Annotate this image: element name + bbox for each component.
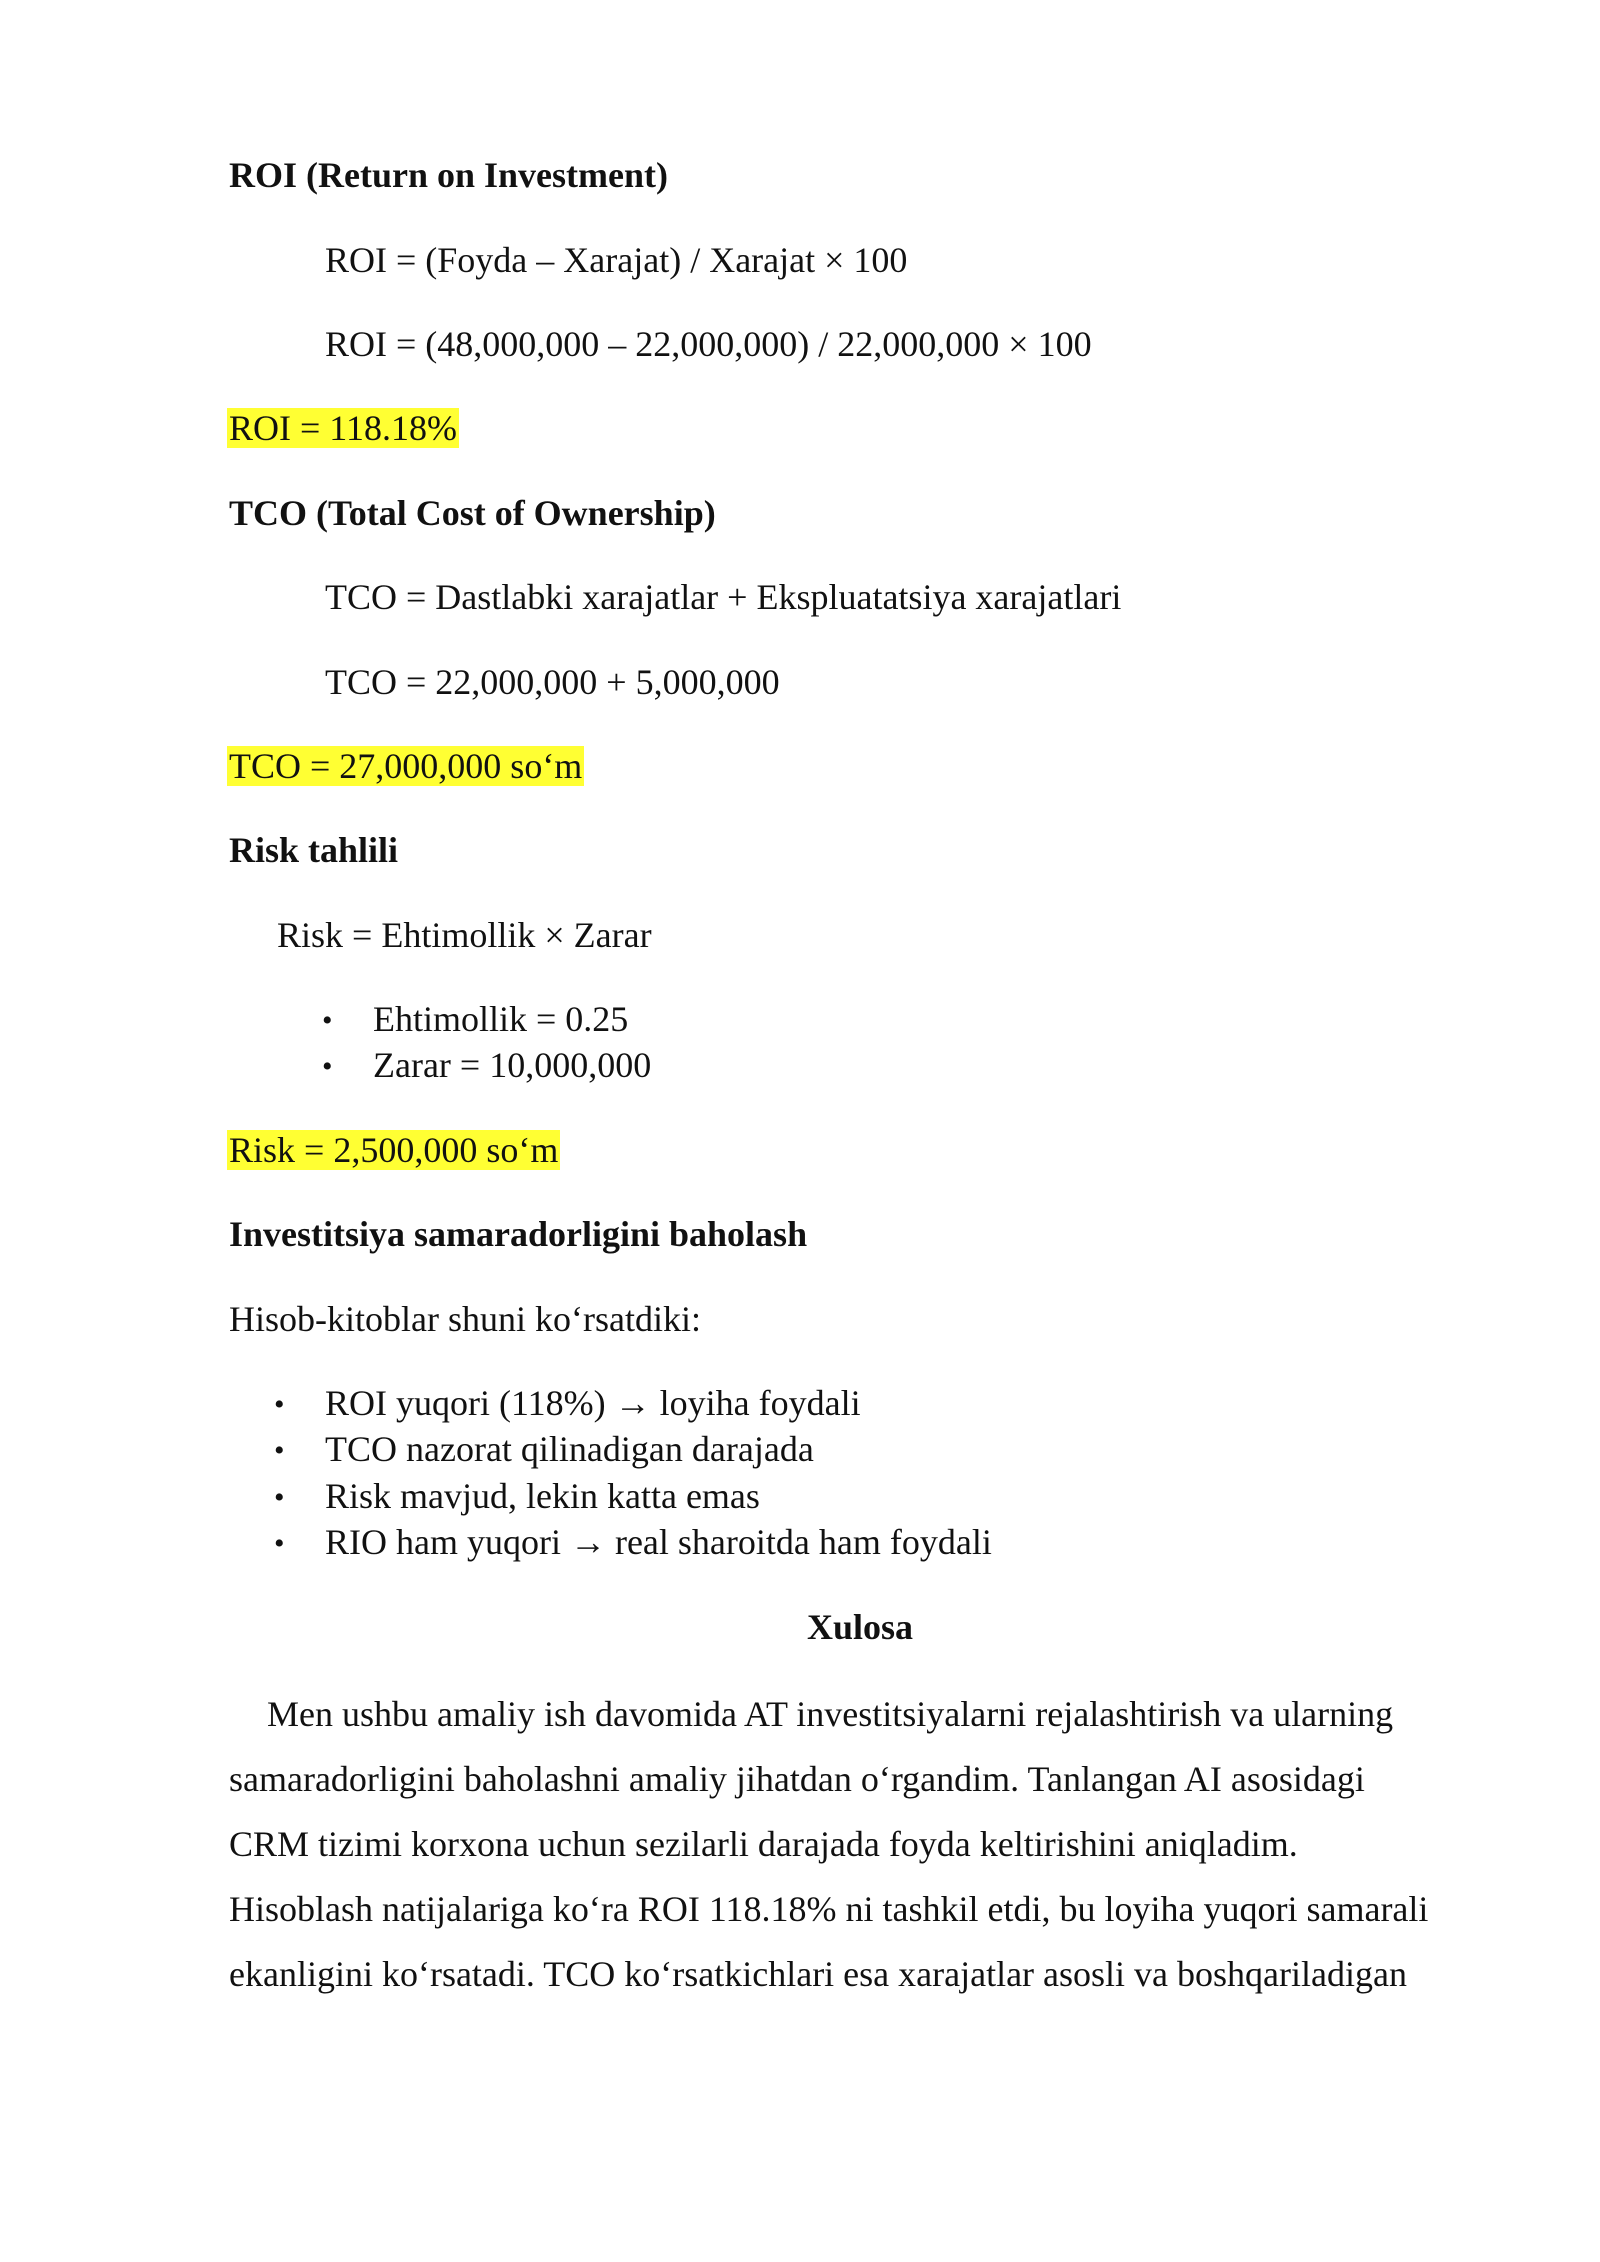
conclusion-line: ekanligini ko‘rsatadi. TCO ko‘rsatkichlari esa xarajatlar asosli va boshqariladigan <box>229 1954 1407 1994</box>
risk-formula: Risk = Ehtimollik × Zarar <box>277 915 652 955</box>
bullet-dot: • <box>322 1050 333 1083</box>
evaluation-heading: Investitsiya samaradorligini baholash <box>229 1214 808 1254</box>
conclusion-heading: Xulosa <box>806 1607 914 1647</box>
bullet-dot: • <box>274 1388 285 1421</box>
tco-heading: TCO (Total Cost of Ownership) <box>229 493 716 533</box>
bullet-dot: • <box>274 1481 285 1514</box>
conclusion-line: samaradorligini baholashni amaliy jihatdan o‘rgandim. Tanlangan AI asosidagi <box>229 1759 1365 1799</box>
tco-result <box>229 744 584 788</box>
conclusion-line: Hisoblash natijalariga ko‘ra ROI 118.18% ni tashkil etdi, bu loyiha yuqori samarali <box>229 1889 1429 1929</box>
roi-calculation: ROI = (48,000,000 – 22,000,000) / 22,000,000 × 100 <box>325 324 1092 364</box>
evaluation-item: Risk mavjud, lekin katta emas <box>325 1476 760 1516</box>
roi-result-highlight: ROI = 118.18% <box>229 408 457 448</box>
evaluation-intro: Hisob-kitoblar shuni ko‘rsatdiki: <box>229 1299 701 1339</box>
tco-calculation: TCO = 22,000,000 + 5,000,000 <box>325 662 780 702</box>
evaluation-item: TCO nazorat qilinadigan darajada <box>325 1429 814 1469</box>
conclusion-line: CRM tizimi korxona uchun sezilarli darajada foyda keltirishini aniqladim. <box>229 1824 1298 1864</box>
roi-formula: ROI = (Foyda – Xarajat) / Xarajat × 100 <box>325 240 908 280</box>
tco-formula: TCO = Dastlabki xarajatlar + Ekspluatatsiya xarajatlari <box>325 577 1122 617</box>
tco-result-highlight: TCO = 27,000,000 so‘m <box>229 746 583 786</box>
risk-result <box>229 1128 560 1172</box>
roi-heading: ROI (Return on Investment) <box>229 155 668 195</box>
risk-heading: Risk tahlili <box>229 830 399 870</box>
risk-result-highlight: Risk = 2,500,000 so‘m <box>229 1130 559 1170</box>
bullet-dot: • <box>274 1527 285 1560</box>
bullet-dot: • <box>322 1004 333 1037</box>
risk-item-probability: Ehtimollik = 0.25 <box>373 999 629 1039</box>
roi-result <box>229 406 459 450</box>
conclusion-line: Men ushbu amaliy ish davomida AT investitsiyalarni rejalashtirish va ularning <box>267 1694 1394 1734</box>
bullet-dot: • <box>274 1434 285 1467</box>
risk-item-damage: Zarar = 10,000,000 <box>373 1045 652 1085</box>
evaluation-item: ROI yuqori (118%) → loyiha foydali <box>325 1383 861 1423</box>
evaluation-item: RIO ham yuqori → real sharoitda ham foydali <box>325 1522 992 1562</box>
